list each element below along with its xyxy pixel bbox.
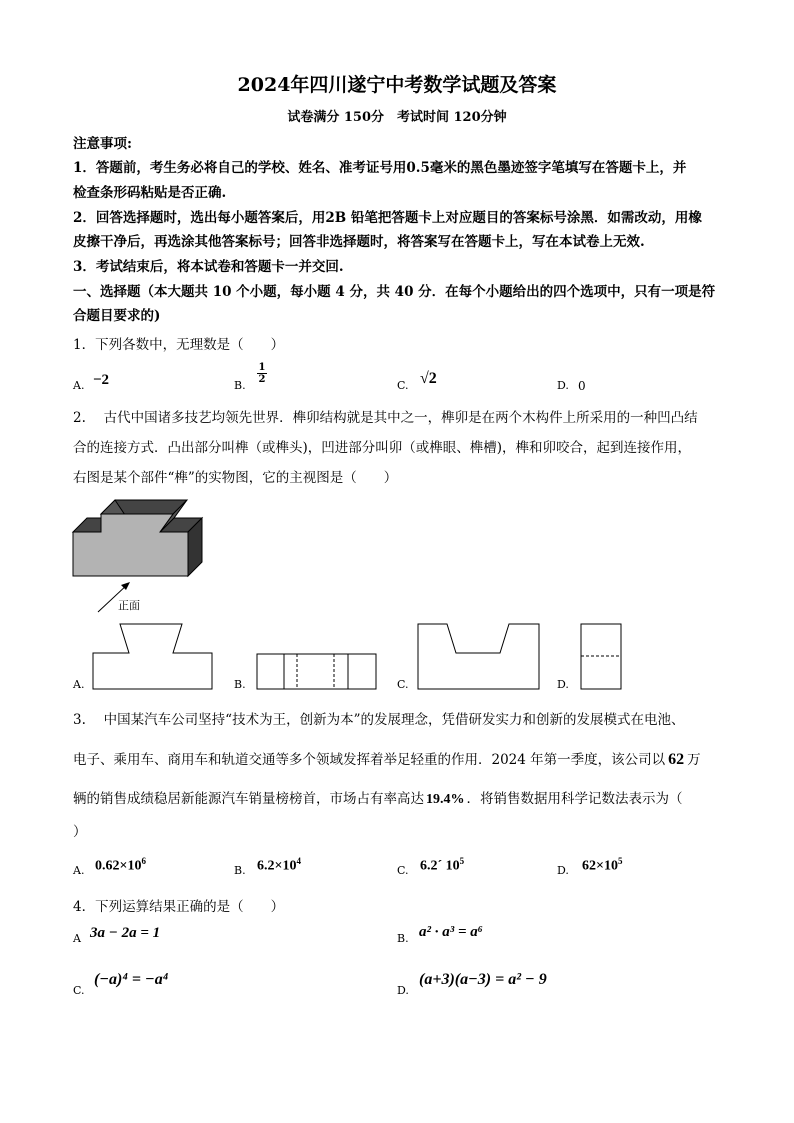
- q2-option-b-label: B.: [234, 678, 246, 691]
- q2-line-1: 2. 古代中国诸多技艺均领先世界．榫卯结构就是其中之一，榫卯是在两个木构件上所采用的一种凹凸结: [73, 410, 698, 426]
- q3-option-d-label: D.: [557, 864, 569, 877]
- q1-option-b-fraction: [257, 362, 267, 385]
- q3-unit: 万: [687, 752, 701, 768]
- q3-line-2-text: 电子、乘用车、商用车和轨道交通等多个领域发挥着举足轻重的作用．2024 年第一季度，该公司以: [73, 752, 666, 768]
- q2-option-a-label: A.: [73, 678, 85, 691]
- q2-line-3: 右图是某个部件“榫”的实物图，它的主视图是（ ）: [73, 470, 398, 486]
- q1-option-a: −2: [93, 372, 110, 388]
- q2-option-c-figure: [417, 622, 543, 692]
- q4-option-c: (−a)⁴ = −a⁴: [94, 971, 169, 988]
- q3-option-a-base: 0.62×10: [95, 858, 142, 874]
- q1-option-b-label: B.: [234, 379, 246, 392]
- q3-option-b-base: 6.2×10: [257, 858, 297, 874]
- q1-option-d-label: D.: [557, 379, 569, 392]
- q2-option-b-figure: [256, 652, 380, 692]
- q2-option-a-figure: [92, 622, 216, 692]
- q1-option-b-numerator: 1: [258, 362, 266, 373]
- q3-option-b-exponent: 4: [296, 856, 301, 866]
- q3-line-3-text: 辆的销售成绩稳居新能源汽车销量榜榜首，市场占有率高达: [73, 791, 424, 807]
- q4-option-a: 3a − 2a = 1: [90, 925, 161, 941]
- q3-option-b: [257, 856, 301, 875]
- q3-line-3-end: ．将销售数据用科学记数法表示为（: [466, 791, 683, 807]
- q3-option-a-label: A.: [73, 864, 85, 877]
- q4-option-d-label: D.: [397, 984, 409, 997]
- q3-option-a: [95, 856, 146, 875]
- q3-option-d-exponent: 5: [617, 856, 623, 866]
- section-heading-line-2: 合题目要求的): [73, 308, 161, 324]
- q4-option-b-label: B.: [397, 932, 409, 945]
- q3-option-c-label: C.: [397, 864, 409, 877]
- q3-option-d: [582, 856, 622, 875]
- note-1-line-1: 1．答题前，考生务必将自己的学校、姓名、准考证号用0.5毫米的黑色墨迹签字笔填写在答题卡上，并: [73, 160, 687, 176]
- q1-option-c: √2: [420, 370, 437, 387]
- q2-option-d-figure: [580, 622, 624, 692]
- note-2-line-1: 2．回答选择题时，选出每小题答案后，用2B 铅笔把答题卡上对应题目的答案标号涂黑．如需改动，用橡: [73, 210, 702, 226]
- q3-option-c-base: 6.2´ 10: [420, 858, 460, 874]
- q4-stem: 4．下列运算结果正确的是（ ）: [73, 899, 285, 915]
- q3-option-c-exponent: 5: [459, 856, 465, 866]
- q1-stem: 1．下列各数中，无理数是（ ）: [73, 337, 285, 353]
- q3-option-b-label: B.: [234, 864, 246, 877]
- q2-line-2: 合的连接方式．凸出部分叫榫（或榫头)，凹进部分叫卯（或榫眼、榫槽)，榫和卯咬合，起到连接作用，: [73, 440, 692, 456]
- q3-sales-number: 62: [668, 751, 685, 768]
- note-1-line-2: 检查条形码粘贴是否正确.: [73, 185, 227, 201]
- q3-market-share: 19.4%: [426, 792, 465, 807]
- q2-option-c-label: C.: [397, 678, 409, 691]
- q3-line-4: ）: [73, 824, 87, 840]
- q4-option-d: (a+3)(a−3) = a² − 9: [419, 971, 547, 988]
- q3-option-a-exponent: 6: [141, 856, 146, 866]
- q1-option-a-label: A.: [73, 379, 85, 392]
- q3-option-d-base: 62×10: [582, 858, 618, 874]
- q3-line-3: [73, 787, 683, 808]
- q2-option-d-label: D.: [557, 678, 569, 691]
- q3-line-2: [73, 748, 701, 769]
- q3-line-1: 3. 中国某汽车公司坚持“技术为王，创新为本”的发展理念，凭借研发实力和创新的发展模式在电池、: [73, 712, 685, 728]
- exam-info: 试卷满分 150分 考试时间 120分钟: [287, 110, 507, 125]
- note-3: 3．考试结束后，将本试卷和答题卡一并交回.: [73, 259, 344, 275]
- section-heading-line-1: 一、选择题（本大题共 10 个小题，每小题 4 分，共 40 分．在每个小题给出的四个选项中，只有一项是符: [73, 284, 716, 300]
- page-title: 2024年四川遂宁中考数学试题及答案: [237, 74, 557, 96]
- notes-heading: 注意事项:: [73, 136, 132, 152]
- q1-option-c-label: C.: [397, 379, 409, 392]
- q4-option-c-label: C.: [73, 984, 85, 997]
- front-view-label: 正面: [118, 599, 140, 612]
- q1-option-d: 0: [578, 379, 586, 393]
- q4-option-b: a² · a³ = a⁶: [419, 924, 484, 940]
- note-2-line-2: 皮擦干净后，再选涂其他答案标号；回答非选择题时，将答案写在答题卡上，写在本试卷上无效.: [73, 234, 645, 250]
- q3-option-c: [420, 856, 464, 875]
- q4-option-a-label: A: [73, 932, 81, 945]
- q1-option-b-denominator: 2: [258, 374, 266, 385]
